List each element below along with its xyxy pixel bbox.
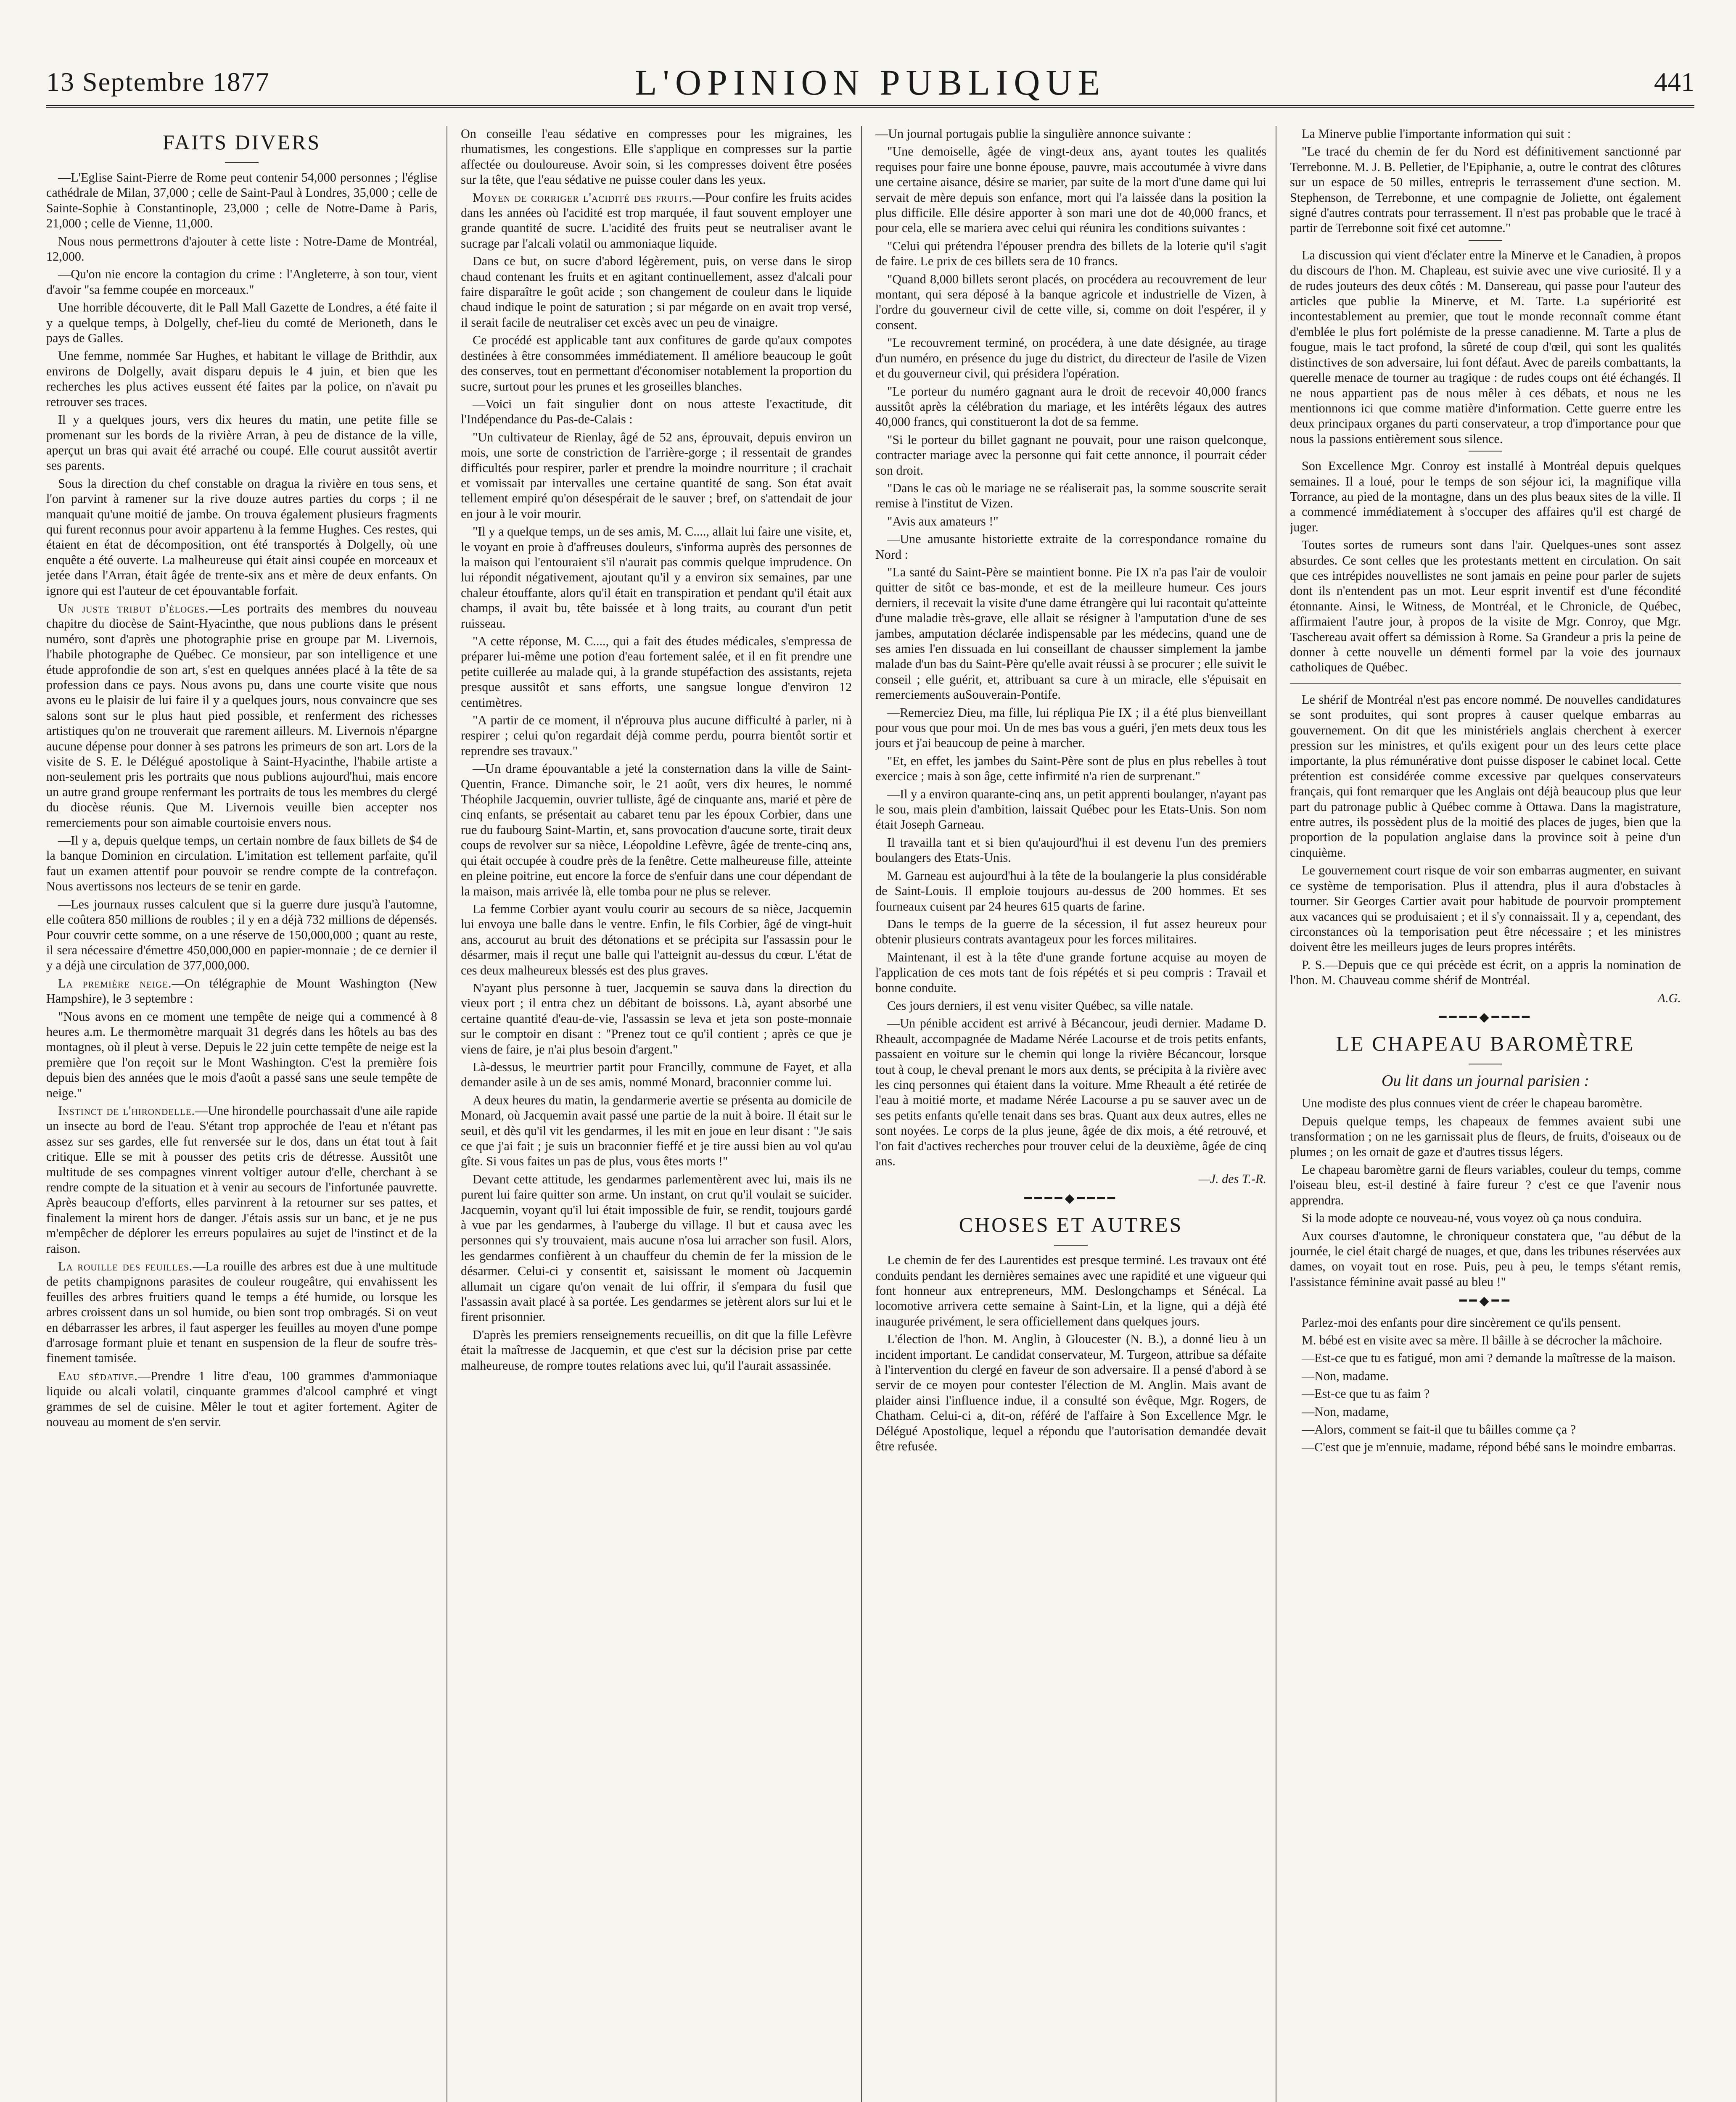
- paragraph: —Un journal portugais publie la singulière annonce suivante :: [875, 127, 1192, 141]
- paragraph: Une horrible découverte, dit le Pall Mall Gazette de Londres, a été faite il y a quelque temps, à Dolgelly, chef-lieu du comté de Merioneth, dans le pays de Galles.: [46, 300, 437, 346]
- paragraph: "Dans le cas où le mariage ne se réaliserait pas, la somme souscrite serait remise à l'institut de Vizen.: [875, 481, 1266, 511]
- paragraph: "A cette réponse, M. C...., qui a fait des études médicales, s'empressa de préparer lui-même une potion d'eau fortement salée, et il en fit prendre une petite cuillerée au malade qui, à la grande stupéfaction des assistants, rejeta presque aussitôt et sans efforts, une sangsue longue d'environ 12 centimètres.: [461, 634, 852, 710]
- paragraph: "Le tracé du chemin de fer du Nord est définitivement sanctionné par Terrebonne. M. J. B. Pelletier, de l'Epiphanie, a, outre le contrat des clôtures sur un espace de 50 milles, entrepris le terrassement d'une section. M. Stephenson, de Terrebonne, et une compagnie de Joliette, ont également signé d'autres contrats pour terrassement. Il n'est pas probable que le tracé à partir de Terrebonne soit fixé cet automne.": [1290, 144, 1681, 235]
- paragraph: —Qu'on nie encore la contagion du crime : l'Angleterre, à son tour, vient d'avoir "sa femme coupée en morceaux.": [46, 267, 437, 297]
- article-signature: —J. des T.-R.: [1198, 1172, 1266, 1186]
- masthead: [46, 59, 1694, 108]
- paragraph: D'après les premiers renseignements recueillis, on dit que la fille Lefèvre était la maîtresse de Jacquemin, et que c'est sur la décision prise par cette malheureuse, de rompre toutes relations avec lui, qu'il l'aurait assassinée.: [461, 1327, 852, 1373]
- section-heading-chapeau-barometre: LE CHAPEAU BAROMÈTRE: [1336, 1032, 1635, 1056]
- paragraph: Nous nous permettrons d'ajouter à cette liste : Notre-Dame de Montréal, 12,000.: [46, 234, 437, 264]
- paragraph: Maintenant, il est à la tête d'une grande fortune acquise au moyen de l'application de ces mots tant de fois répétés et si peu compris : Travail et bonne conduite.: [875, 950, 1266, 995]
- paragraph: A deux heures du matin, la gendarmerie avertie se présenta au domicile de Monard, où Jacquemin avait passé une partie de la nuit à boire. Il était sur le seuil, et dès qu'il vit les gendarmes, il les mit en joue en leur disant : "Je sais ce que j'ai fait ; je suis un braconnier fieffé et je tire aussi bien au vol qu'au gîte. Si vous faites un pas de plus, vous êtes morts !": [461, 1093, 852, 1169]
- paragraph: Aux courses d'automne, le chroniqueur constatera que, "au début de la journée, le ciel était chargé de nuages, et que, dans les tribunes réservées aux dames, on voyait tout en rose. Puis, peu à peu, le temps s'étant remis, l'assistance féminine avait passé au bleu !": [1290, 1228, 1681, 1289]
- divider: [1054, 1245, 1088, 1246]
- paragraph: M. Garneau est aujourd'hui à la tête de la boulangerie la plus considérable de Saint-Louis. Il emploie toujours au-dessus de 200 hommes. Et ses fourneaux cuisent par 24 heures 615 quarts de farine.: [875, 868, 1266, 914]
- column-3: [875, 126, 1266, 2102]
- column-rule: [861, 126, 862, 2102]
- paragraph: —L'Eglise Saint-Pierre de Rome peut contenir 54,000 personnes ; l'église cathédrale de Milan, 37,000 ; celle de Saint-Paul à Londres, 35,000 ; celle de Sainte-Sophie à Constantinople, 23,000 ; celle de Notre-Dame à Paris, 21,000 ; celle de Vienne, 11,000.: [46, 170, 437, 231]
- paragraph: "Une demoiselle, âgée de vingt-deux ans, ayant toutes les qualités requises pour faire une bonne épouse, pauvre, mais accoutumée à vivre dans une certaine aisance, désire se marier, par suite de la mort d'une dame qui lui servait de mère depuis son enfance, mort qui l'a laissée dans la position la plus difficile. Elle désire apporter à son mari une dot de 40,000 francs, et pour cela, elle se mariera avec celui qui réunira les conditions suivantes :: [875, 144, 1266, 235]
- item-lead: Un juste tribut d'éloges.: [58, 601, 209, 615]
- column-1: [46, 126, 437, 2102]
- item-text: —Pour confire les fruits acides dans les années où l'acidité est trop marquée, il faut souvent employer une grande quantité de sucre. L'acidité des fruits peut se neutraliser avant le sucrage par l'alcali volatil ou ammoniaque liquide.: [461, 190, 852, 251]
- paragraph: —Est-ce que tu es fatigué, mon ami ? demande la maîtresse de la maison.: [1302, 1351, 1676, 1365]
- item-lead: Moyen de corriger l'acidité des fruits.: [473, 190, 692, 205]
- column-4: [1290, 126, 1681, 2102]
- column-2: [461, 126, 852, 2102]
- divider: [1469, 451, 1502, 452]
- paragraph: L'élection de l'hon. M. Anglin, à Gloucester (N. B.), a donné lieu à un incident important. Le candidat conservateur, M. Turgeon, attribue sa défaite à l'intervention du clergé en faveur de son adversaire. Il a pensé d'abord à se servir de ce moyen pour contester l'élection de M. Anglin. Mais avant de plaider ainsi l'influence indue, il a consulté son évêque, Mgr. Rogers, de Chatham. Celui-ci a, dit-on, référé de l'affaire à Son Excellence Mgr. le Délégué Apostolique, lequel a répondu que l'autorisation demandée devait être refusée.: [875, 1332, 1266, 1454]
- paragraph: "Nous avons en ce moment une tempête de neige qui a commencé à 8 heures a.m. Le thermomètre marquait 31 degrés dans les hôtels au bas des montagnes, où il pleut à verse. Depuis le 22 juin cette tempête de neige est la première que l'on reçoit sur le Mont Washington. C'est la première fois depuis bien des années que le mois d'août a passé sans une seule tempête de neige.": [46, 1009, 437, 1100]
- paragraph: Depuis quelque temps, les chapeaux de femmes avaient subi une transformation ; on ne les garnissait plus de fleurs, de fruits, d'oiseaux ou de plumes ; on les ornait de gaze et d'autres tissus légers.: [1290, 1114, 1681, 1159]
- divider: [1290, 683, 1681, 684]
- paragraph: —Un pénible accident est arrivé à Bécancour, jeudi dernier. Madame D. Rheault, accompagnée de Madame Nérée Lacourse et de trois petits enfants, passaient en voiture sur le chemin qui longe la rivière Bécancour, lorsque tout à coup, le cheval prenant le mors aux dents, se précipita à la rivière avec les cinq personnes qui étaient dans la voiture. Mme Rheault a été retirée de l'eau à moitié morte, et madame Nérée Lacourse a pu se sauver avec un de ses petits enfants qu'elle tenait dans ses bras. Quant aux deux autres, elles ne sont noyées. Le corps de la plus jeune, âgée de dix mois, a été retrouvé, et l'on fait d'actives recherches pour trouver celui de la deuxième, âgée de cinq ans.: [875, 1016, 1266, 1168]
- item-text: —On télégraphie de Mount Washington (New Hampshire), le 3 septembre :: [46, 976, 437, 1006]
- paragraph: La femme Corbier ayant voulu courir au secours de sa nièce, Jacquemin lui envoya une balle dans le ventre. Enfin, le fils Corbier, âgé de vingt-huit ans, accourut au bruit des détonations et se précipita sur l'assassin pour le désarmer, mais il reçut une balle qui l'atteignit au-dessus du cœur. L'état de ces deux malheureux blessés est des plus graves.: [461, 901, 852, 977]
- paragraph: —Non, madame.: [1302, 1368, 1389, 1383]
- item-text: —Une hirondelle pourchassait d'une aile rapide un insecte au bord de l'eau. S'étant trop approchée de l'eau et n'étant pas assez sur ses gardes, elle fut renversée sur le dos, dans un état tout à fait critique. Elle se mit à pousser des petits cris de détresse. Aussitôt une multitude de ses compagnes vinrent voltiger autour d'elle, cherchant à se rendre compte de la situation et à venir au secours de l'infortunée pauvrette. Après beaucoup d'efforts, elles parvinrent à la retourner sur ses pattes, et finalement la mirent hors de danger. J'étais assis sur un banc, et je ne pus m'empêcher de déplorer les erreurs populaires au sujet de l'instinct et de la raison.: [46, 1103, 437, 1256]
- paragraph: On conseille l'eau sédative en compresses pour les migraines, les rhumatismes, les congestions. Elle s'applique en compresses sur la partie affectée ou douloureuse. Avoir soin, si les compresses doivent être posées sur la tête, que l'eau sédative ne puisse couler dans les yeux.: [461, 127, 852, 187]
- masthead-date: 13 Septembre 1877: [46, 67, 270, 97]
- paragraph: P. S.—Depuis que ce qui précède est écrit, on a appris la nomination de l'hon. M. Chauveau comme shérif de Montréal.: [1290, 957, 1681, 988]
- ornament-divider: ━━━━◆━━━━: [1439, 1010, 1532, 1024]
- paragraph: La discussion qui vient d'éclater entre la Minerve et le Canadien, à propos du discours de l'hon. M. Chapleau, est suivie avec une vive curiosité. Il y a de rudes jouteurs des deux côtés : M. Dansereau, qui passe pour l'auteur des articles que publie la Minerve, et M. Tarte. La supériorité est incontestablement au premier, que tout le monde reconnaît comme étant d'emblée le plus fort polémiste de la presse canadienne. M. Tarte a plus de fougue, mais le tact profond, la sûreté de coup d'œil, qui sont les qualités distinctives de son adversaire, lui font défaut. Avec de pareils combattants, la querelle menace de tourner au tragique : de rudes coups ont été échangés. Il ne nous appartient pas de nous mêler à ces débats, et nous ne les mentionnons ici que comme matière d'information. Cette guerre entre les deux principaux organes du parti conservateur, a trop d'importance pour que nous la passions entièrement sous silence.: [1290, 248, 1681, 446]
- paragraph: —Les journaux russes calculent que si la guerre dure jusqu'à l'automne, elle coûtera 850 millions de roubles ; il y en a déjà 732 millions de dépensés. Pour couvrir cette somme, on a une réserve de 150,000,000 ; quant au reste, il sera nécessaire d'émettre 450,000,000 en papier-monnaie ; de ce dernier il y a déjà une circulation de 377,000,000.: [46, 897, 437, 973]
- paragraph: [46, 1368, 437, 1430]
- paragraph: Toutes sortes de rumeurs sont dans l'air. Quelques-unes sont assez absurdes. Ce sont celles que les protestants mettent en circulation. On sait que ces intrépides nouvellistes ne sont jamais en peine pour parler de sujets dont ils n'entendent pas un mot. Leur esprit inventif est d'une fécondité étonnante. Ainsi, le Witness, de Montréal, et le Chronicle, de Québec, affirmaient l'autre jour, à propos de la visite de Mgr. Conroy, que Mgr. Taschereau avait offert sa démission à Rome. Sa Grandeur a pris la peine de donner à cette nouvelle un démenti formel par la voie des journaux catholiques de Québec.: [1290, 538, 1681, 675]
- paragraph: —Il y a, depuis quelque temps, un certain nombre de faux billets de $4 de la banque Dominion en circulation. L'imitation est tellement parfaite, qu'il faut un examen attentif pour pouvoir se rendre compte de la contrefaçon. Nous avertissons nos lecteurs de se tenir en garde.: [46, 833, 437, 894]
- paragraph: —Voici un fait singulier dont on nous atteste l'exactitude, dit l'Indépendance du Pas-de-Calais :: [461, 396, 852, 427]
- paragraph: "Le recouvrement terminé, on procédera, à une date désignée, au tirage d'un numéro, en présence du juge du district, du directeur de l'asile de Vizen et du gouverneur civil, qui présidera l'opération.: [875, 335, 1266, 381]
- paragraph: —Non, madame,: [1302, 1404, 1389, 1419]
- paragraph: [46, 1103, 437, 1256]
- paragraph: "Un cultivateur de Rienlay, âgé de 52 ans, éprouvait, depuis environ un mois, une sorte de constriction de l'arrière-gorge ; il ressentait de grandes difficultés pour respirer, parler et prendre la moindre nourriture ; il crachait et vomissait par intervalles une certaine quantité de sang. Son état avait tellement empiré qu'on désespérait de le sauver ; bref, on s'attendait de jour en jour à le voir mourir.: [461, 430, 852, 521]
- item-lead: Eau sédative.: [58, 1368, 138, 1383]
- paragraph: —Un drame épouvantable a jeté la consternation dans la ville de Saint-Quentin, France. Dimanche soir, le 21 août, vers dix heures, le nommé Théophile Jacquemin, ouvrier tulliste, âgé de cinquante ans, marié et père de cinq enfants, se présentait au cabaret tenu par les époux Corbier, dans une rue du faubourg Saint-Martin, et, sans provocation d'aucune sorte, tirait deux coups de revolver sur sa nièce, Léopoldine Lefèvre, âgée de trente-cinq ans, qui était occupée à coudre près de la fenêtre. Cette malheureuse fille, atteinte en pleine poitrine, eut encore la force de s'enfuir dans une cour dépendant de la maison, mais arrivée là, elle tomba pour ne plus se relever.: [461, 761, 852, 898]
- paragraph: Il y a quelques jours, vers dix heures du matin, une petite fille se promenant sur les bords de la rivière Arran, à peu de distance de la ville, aperçut un bras qui avait été arraché ou coupé. Elle courut aussitôt avertir ses parents.: [46, 412, 437, 473]
- ornament-divider: ━━━━◆━━━━: [1024, 1191, 1118, 1205]
- paragraph: "Quand 8,000 billets seront placés, on procédera au recouvrement de leur montant, qui sera déposé à la banque agricole et industrielle de Vizen, à l'ordre du gouverneur civil de cette ville, si, comme on doit l'espérer, il y consent.: [875, 272, 1266, 332]
- paragraph: "Le porteur du numéro gagnant aura le droit de recevoir 40,000 francs aussitôt après la célébration du mariage, et les intérêts légaux des autres 40,000 francs, qui constitueront la dot de sa femme.: [875, 384, 1266, 429]
- section-subheading: Ou lit dans un journal parisien :: [1381, 1072, 1590, 1090]
- paragraph: —Une amusante historiette extraite de la correspondance romaine du Nord :: [875, 532, 1266, 562]
- paragraph: N'ayant plus personne à tuer, Jacquemin se sauva dans la direction du vieux port ; il entra chez un débitant de boissons. Là, ayant absorbé une certaine quantité d'eau-de-vie, l'assassin se leva et jeta son poste-monnaie sur le comptoir en disant : "Prenez tout ce qu'il contient ; après ce que je viens de faire, je n'ai plus besoin d'argent.": [461, 980, 852, 1056]
- paragraph: Sous la direction du chef constable on dragua la rivière en tous sens, et l'on parvint à ramener sur la rive douze autres parties du corps ; il ne manquait qu'une moitié de jambe. On trouva également plusieurs fragments qui furent reconnus pour avoir appartenu à la femme Hughes. Ces restes, qui étaient en état de décomposition, ont été transportés à Dolgelly, où une enquête a été ouverte. La malheureuse qui était ainsi coupée en morceaux et jetée dans l'Arran, était âgée de trente-six ans et mère de deux enfants. On ignore qui est l'auteur de cet épouvantable forfait.: [46, 476, 437, 598]
- paragraph: Une femme, nommée Sar Hughes, et habitant le village de Brithdir, aux environs de Dolgelly, avait disparu depuis le 4 juin, et bien que les recherches les plus actives eussent été faites par la police, on n'avait pu retrouver ses traces.: [46, 349, 437, 409]
- paragraph: Ce procédé est applicable tant aux confitures de garde qu'aux compotes destinées à être consommées immédiatement. Il améliore beaucoup le goût des conserves, tout en permettant d'économiser notablement la proportion du sucre, surtout pour les prunes et les groseilles blanches.: [461, 333, 852, 393]
- paragraph: Le gouvernement court risque de voir son embarras augmenter, en suivant ce système de temporisation. Plus il attendra, plus il aura d'obstacles à tourner. Sir Georges Cartier avait pour habitude de pourvoir promptement aux vacances qui se produisaient ; et il s'y connaissait. Il y a, cependant, des circonstances où la temporisation peut être nécessaire ; et les ministres doivent être les meilleurs juges de leurs propres intérêts.: [1290, 863, 1681, 954]
- paragraph: "Avis aux amateurs !": [887, 514, 999, 528]
- paragraph: Parlez-moi des enfants pour dire sincèrement ce qu'ils pensent.: [1302, 1315, 1621, 1330]
- paragraph: Devant cette attitude, les gendarmes parlementèrent avec lui, mais ils ne purent lui faire quitter son arme. Un instant, on crut qu'il voulait se suicider. Jacquemin, voyant qu'il lui était impossible de fuir, se rendit, toujours gardé à vue par les gendarmes, à l'auberge du village. Il but et causa avec les personnes qui s'y trouvaient, mais aucune n'osa lui arracher son fusil. Alors, les gendarmes confièrent à un chauffeur du chemin de fer la mission de le désarmer. Celui-ci y consentit et, saisissant le moment où Jacquemin allumait un cigare qu'on venait de lui offrir, il s'empara du fusil que l'assassin avait placé à sa portée. Les gendarmes se jetèrent alors sur lui et le firent prisonnier.: [461, 1172, 852, 1324]
- paragraph: M. bébé est en visite avec sa mère. Il bâille à se décrocher la mâchoire.: [1302, 1333, 1662, 1348]
- paragraph: [46, 976, 437, 1006]
- paragraph: Le chemin de fer des Laurentides est presque terminé. Les travaux ont été conduits pendant les dernières semaines avec une rapidité et une vigueur qui font honneur aux entrepreneurs, MM. Deslongchamps et Sénécal. La locomotive arrivera cette semaine à Saint-Lin, et la ligne, qui a déjà été inaugurée privément, le sera officiellement dans quelques jours.: [875, 1253, 1266, 1328]
- paragraph: "Et, en effet, les jambes du Saint-Père sont de plus en plus rebelles à tout exercice ; mais à son âge, cette infirmité n'a rien de surprenant.": [875, 753, 1266, 784]
- paragraph: Si la mode adopte ce nouveau-né, vous voyez où ça nous conduira.: [1302, 1211, 1642, 1225]
- divider: [1469, 240, 1502, 241]
- paragraph: Une modiste des plus connues vient de créer le chapeau baromètre.: [1302, 1096, 1643, 1111]
- item-lead: La première neige.: [58, 976, 172, 990]
- paragraph: Là-dessus, le meurtrier partit pour Francilly, commune de Fayet, et alla demander asile à un de ses amis, nommé Monard, braconnier comme lui.: [461, 1059, 852, 1090]
- divider: [225, 162, 259, 163]
- paragraph: "La santé du Saint-Père se maintient bonne. Pie IX n'a pas l'air de vouloir quitter de sitôt ce bas-monde, et est de la meilleure humeur. Ces jours derniers, il recevait la visite d'une dame étrangère qui lui racontait qu'atteinte d'une maladie très-grave, elle allait se résigner à l'amputation d'une de ses jambes, amputation déclarée indispensable par les médecins, quand une de ses amies l'en dissuada en lui conseillant de chausser simplement la jambe malade d'un bas du Saint-Père qu'elle avait réussi à se procurer ; elle suivit le conseil ; elle guérit, et, attribuant sa cure à un miracle, elle s'épuisait en remerciements auSouverain-Pontife.: [875, 565, 1266, 702]
- paragraph: Le shérif de Montréal n'est pas encore nommé. De nouvelles candidatures se sont produites, qui sont propres à causer quelque embarras au gouvernement. On dit que les ministériels anglais cherchent à exercer pression sur les ministres, et qu'ils exigent pour un des leurs cette place importante, la plus rémunérative dont puisse disposer le cabinet local. Cette prétention est considérée comme excessive par quelques conservateurs français, qui font remarquer que les Anglais ont déjà beaucoup plus que leur part du patronage public à Québec comme à Ottawa. Dans la magistrature, entre autres, ils possèdent plus de la moitié des places de juges, bien que la proportion de la population anglaise dans la province soit à peine d'un cinquième.: [1290, 692, 1681, 860]
- paragraph: —Alors, comment se fait-il que tu bâilles comme ça ?: [1302, 1422, 1576, 1437]
- paragraph: —Est-ce que tu as faim ?: [1302, 1386, 1430, 1401]
- item-lead: Instinct de l'hirondelle.: [58, 1103, 196, 1118]
- paragraph: Il travailla tant et si bien qu'aujourd'hui il est devenu l'un des premiers boulangers des Etats-Unis.: [875, 835, 1266, 865]
- paragraph: —C'est que je m'ennuie, madame, répond bébé sans le moindre embarras.: [1302, 1440, 1676, 1455]
- ornament-divider: ━━◆━━: [1459, 1294, 1512, 1308]
- paragraph: Son Excellence Mgr. Conroy est installé à Montréal depuis quelques semaines. Il a loué, pour le temps de son séjour ici, la magnifique villa Torrance, au pied de la montagne, dans un des plus beaux sites de la ville. Il a commencé immédiatement à s'occuper des affaires qu'il est chargé de juger.: [1290, 459, 1681, 534]
- item-lead: La rouille des feuilles.: [58, 1259, 193, 1274]
- paragraph: Dans le temps de la guerre de la sécession, il fut assez heureux pour obtenir plusieurs contrats avantageux pour les forces militaires.: [875, 916, 1266, 947]
- paragraph: [461, 190, 852, 251]
- paragraph: "Celui qui prétendra l'épouser prendra des billets de la loterie qu'il s'agit de faire. Le prix de ces billets sera de 10 francs.: [875, 238, 1266, 269]
- paragraph: "Si le porteur du billet gagnant ne pouvait, pour une raison quelconque, contracter mariage avec la personne qui fait cette annonce, il pourrait céder son droit.: [875, 432, 1266, 478]
- article-signature: A.G.: [1657, 990, 1681, 1005]
- page-number: 441: [1654, 67, 1694, 97]
- paragraph: —Il y a environ quarante-cinq ans, un petit apprenti boulanger, n'ayant pas le sou, mais plein d'ambition, laissait Québec pour les Etats-Unis. Son nom était Joseph Garneau.: [875, 787, 1266, 832]
- paragraph: —Remerciez Dieu, ma fille, lui répliqua Pie IX ; il a été plus bienveillant pour vous que pour moi. Un de mes bas vous a guéri, j'en mets deux tous les jours et j'ai beaucoup de peine à marcher.: [875, 705, 1266, 750]
- item-text: —La rouille des arbres est due à une multitude de petits champignons parasites de couleur rougeâtre, qui envahissent les feuilles des arbres fruitiers quand le temps a été humide, ou lorsque les arbres croissent dans un sol humide, ou bien sont trop ombragés. Si on veut en débarrasser les arbres, il faut asperger les feuilles au moyen d'une pompe d'arrosage formant pluie et tenant en suspension de la fleur de soufre très-finement tamisée.: [46, 1259, 437, 1365]
- section-heading-choses-et-autres: CHOSES ET AUTRES: [959, 1213, 1183, 1237]
- paragraph: "Il y a quelque temps, un de ses amis, M. C...., allait lui faire une visite, et, le voyant en proie à d'affreuses douleurs, s'informa auprès des personnes de la maison qui l'entouraient s'il n'aurait pas commis quelque imprudence. On lui répondit négativement, ajoutant qu'il y a environ six semaines, par une chaleur étouffante, alors qu'il était en transpiration et pendant qu'il était aux champs, il avait bu, tête baissée et à long traits, au courant d'un petit ruisseau.: [461, 524, 852, 631]
- paragraph: Dans ce but, on sucre d'abord légèrement, puis, on verse dans le sirop chaud contenant les fruits et en agitant continuellement, assez d'alcali pour faire disparaître le goût acide ; son changement de couleur dans le liquide chaud indique le point de saturation ; si par mégarde on en avait trop versé, il serait facile de neutraliser cet excès avec un peu de vinaigre.: [461, 254, 852, 330]
- paragraph: [46, 601, 437, 830]
- paragraph: La Minerve publie l'importante information qui suit :: [1302, 127, 1571, 141]
- paragraph: [46, 1259, 437, 1366]
- masthead-title: L'OPINION PUBLIQUE: [634, 62, 1106, 103]
- paragraph: "A partir de ce moment, il n'éprouva plus aucune difficulté à parler, ni à respirer ; celui qu'on regardait déjà comme perdu, pourra bientôt sortir et reprendre ses travaux.": [461, 713, 852, 758]
- section-heading-faits-divers: FAITS DIVERS: [162, 130, 321, 154]
- paragraph: Le chapeau baromètre garni de fleurs variables, couleur du temps, comme l'oiseau bleu, est-il destiné à faire fureur ? c'est ce que l'avenir nous apprendra.: [1290, 1162, 1681, 1207]
- paragraph: Ces jours derniers, il est venu visiter Québec, sa ville natale.: [887, 998, 1194, 1013]
- item-text: —Les portraits des membres du nouveau chapitre du diocèse de Saint-Hyacinthe, que nous publions dans le présent numéro, sont d'après une photographie prise en groupe par M. Livernois, l'habile photographe de Québec. Ce monsieur, par son intelligence et une étude approfondie de son art, s'est en quelques années placé à la tête de sa profession dans ce pays. Nous avons pu, dans une courte visite que nous avons eu le plaisir de lui faire il y a quelques jours, nous convaincre que ses salons sont sur le plus haut pied possible, et renferment des richesses artistiques qu'on ne trouverait que rarement ailleurs. M. Livernois n'épargne aucune dépense pour donner à ses patrons les primeurs de son art. Lors de la visite de S. E. le Délégué apostolique à Saint-Hyacinthe, l'habile artiste a non-seulement pris les portraits que nous publions aujourd'hui, mais encore un autre grand groupe renfermant les portraits de tous les membres du clergé du diocèse réunis. Que M. Livernois veuille bien accepter nos remerciements pour son aimable courtoisie envers nous.: [46, 601, 437, 830]
- item-text: —Prendre 1 litre d'eau, 100 grammes d'ammoniaque liquide ou alcali volatil, cinquante grammes d'alcool camphré et vingt grammes de sel de cuisine. Mêler le tout et agiter fortement. Agiter de nouveau au moment de s'en servir.: [46, 1368, 437, 1429]
